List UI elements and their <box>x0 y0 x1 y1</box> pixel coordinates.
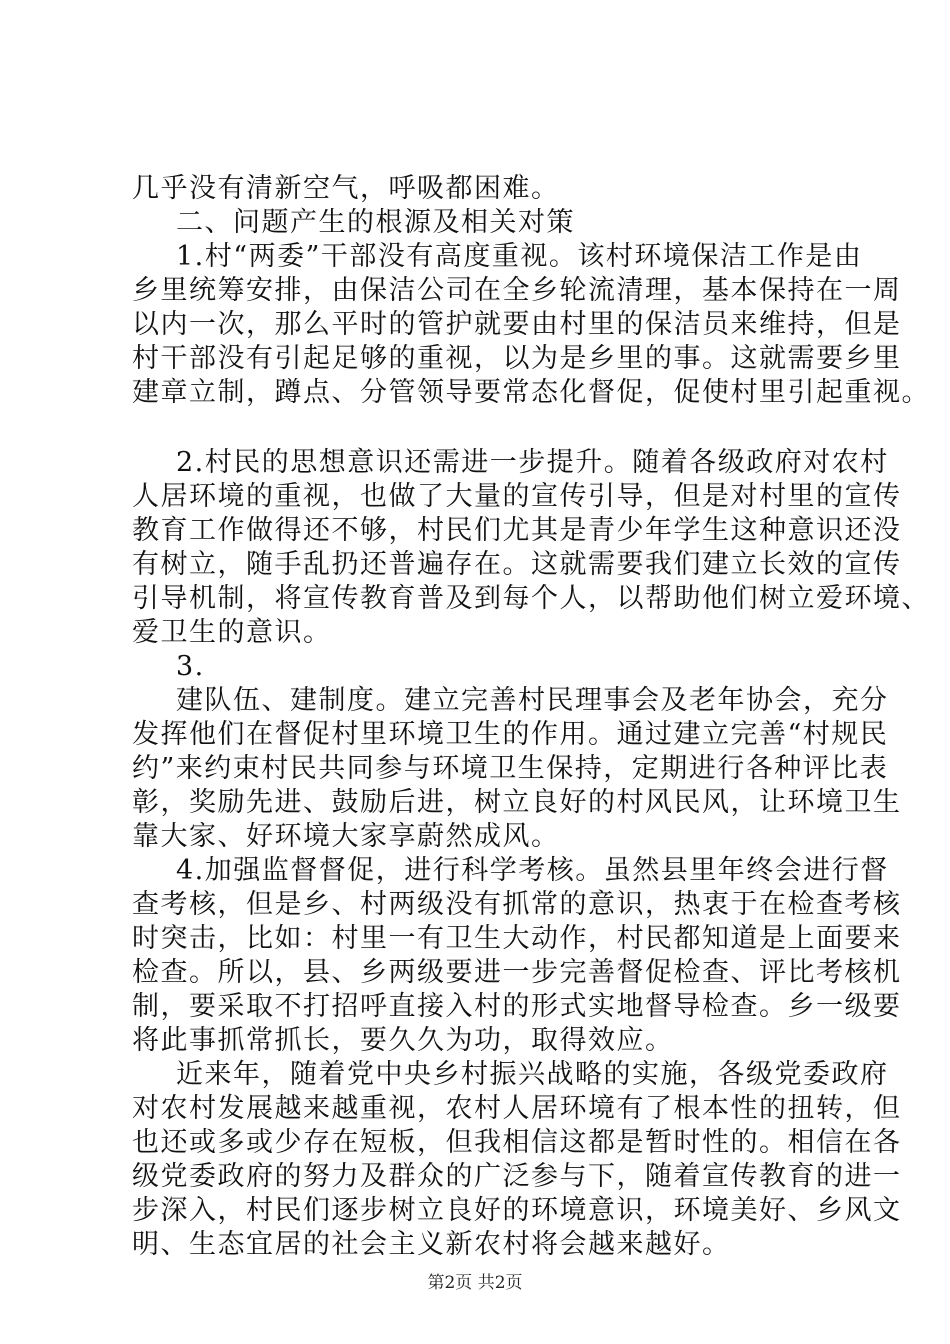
page-number-footer: 第2页 共2页 <box>427 1273 523 1293</box>
text-line: 约”来约束村民共同参与环境卫生保持，定期进行各种评比表 <box>132 753 889 784</box>
text-line: 彰，奖励先进、鼓励后进，树立良好的村风民风，让环境卫生 <box>132 787 902 818</box>
text-line: 时突击，比如：村里一有卫生大动作，村民都知道是上面要来 <box>132 923 902 954</box>
text-line: 乡里统筹安排，由保洁公司在全乡轮流清理，基本保持在一周 <box>132 275 902 306</box>
text-line: 1.村“两委”干部没有高度重视。该村环境保洁工作是由 <box>176 241 863 272</box>
text-line: 也还或多或少存在短板，但我相信这都是暂时性的。相信在各 <box>132 1127 902 1158</box>
text-line: 3. <box>176 651 205 682</box>
text-line: 以内一次，那么平时的管护就要由村里的保洁员来维持，但是 <box>132 309 902 340</box>
text-line: 查考核，但是乡、村两级没有抓常的意识，热衷于在检查考核 <box>132 889 902 920</box>
text-line: 引导机制，将宣传教育普及到每个人，以帮助他们树立爱环境、 <box>132 583 930 614</box>
text-line: 明、生态宜居的社会主义新农村将会越来越好。 <box>132 1229 731 1260</box>
text-line: 教育工作做得还不够，村民们尤其是青少年学生这种意识还没 <box>132 515 902 546</box>
text-line: 爱卫生的意识。 <box>132 617 332 648</box>
text-line: 近来年，随着党中央乡村振兴战略的实施，各级党委政府 <box>176 1059 889 1090</box>
text-line: 发挥他们在督促村里环境卫生的作用。通过建立完善“村规民 <box>132 719 889 750</box>
text-line: 有树立，随手乱扔还普遍存在。这就需要我们建立长效的宣传 <box>132 549 902 580</box>
text-line: 4.加强监督督促，进行科学考核。虽然县里年终会进行督 <box>176 855 889 886</box>
text-line: 对农村发展越来越重视，农村人居环境有了根本性的扭转，但 <box>132 1093 902 1124</box>
text-line: 村干部没有引起足够的重视，以为是乡里的事。这就需要乡里 <box>132 343 902 374</box>
text-line: 人居环境的重视，也做了大量的宣传引导，但是对村里的宣传 <box>132 481 902 512</box>
text-line: 制，要采取不打招呼直接入村的形式实地督导检查。乡一级要 <box>132 991 902 1022</box>
text-line: 靠大家、好环境大家享蔚然成风。 <box>132 821 560 852</box>
text-line: 建章立制，蹲点、分管领导要常态化督促，促使村里引起重视。 <box>132 377 930 408</box>
text-line: 级党委政府的努力及群众的广泛参与下，随着宣传教育的进一 <box>132 1161 902 1192</box>
text-line: 几乎没有清新空气，呼吸都困难。 <box>132 173 560 204</box>
text-line: 建队伍、建制度。建立完善村民理事会及老年协会，充分 <box>176 685 889 716</box>
text-line: 检查。所以，县、乡两级要进一步完善督促检查、评比考核机 <box>132 957 902 988</box>
text-line: 2.村民的思想意识还需进一步提升。随着各级政府对农村 <box>176 447 889 478</box>
text-line: 步深入，村民们逐步树立良好的环境意识，环境美好、乡风文 <box>132 1195 902 1226</box>
section-heading: 二、问题产生的根源及相关对策 <box>176 207 575 238</box>
text-line: 将此事抓常抓长，要久久为功，取得效应。 <box>132 1025 674 1056</box>
